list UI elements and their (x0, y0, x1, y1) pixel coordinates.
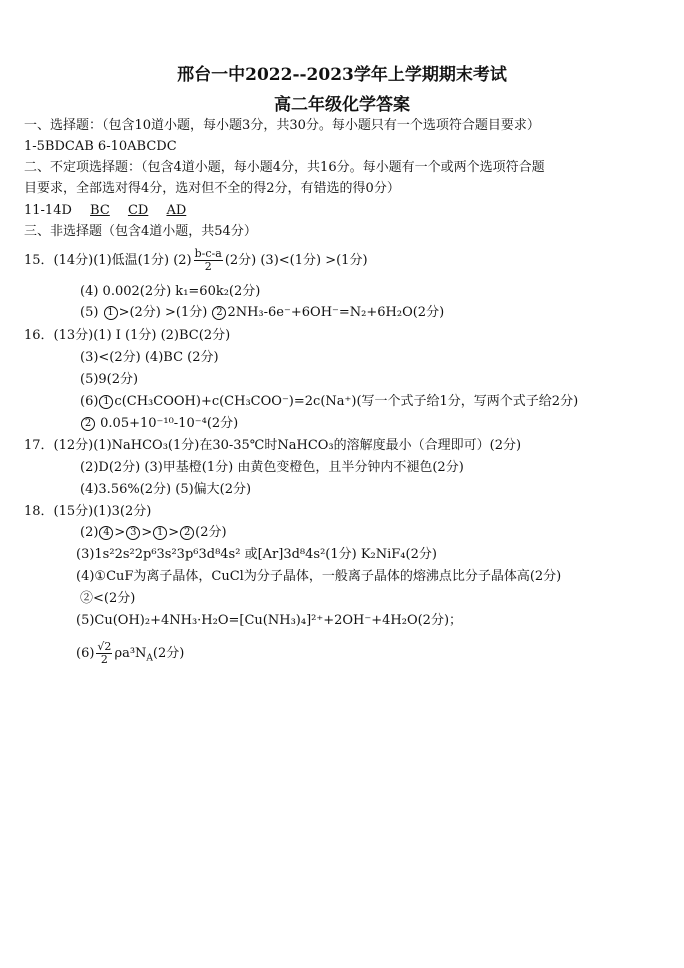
q18-l7-subscript: A (146, 653, 153, 664)
q15-part-1: 15．(14分)(1)低温(1分) (2) (24, 253, 192, 268)
q18-l7-formula: ρa³N (114, 646, 147, 661)
q15-part-2: (2分) (3)<(1分) >(1分) (224, 253, 368, 268)
q15-line-2: (4) 0.002(2分) k₁=60k₂(2分) (80, 284, 261, 299)
q16-l4-text: c(CH₃COOH)+c(CH₃COO⁻)=2c(Na⁺)(写一个式子给1分，写两个式子给2分) (114, 394, 579, 409)
fraction-denominator: 2 (204, 260, 212, 273)
circled-number: 2 (212, 306, 226, 320)
q16-line-4 (80, 394, 578, 410)
document-subtitle: 高二年级化学答案 (274, 95, 410, 115)
answers-prefix: 11-14D (24, 203, 72, 218)
fraction-denominator: 2 (100, 653, 108, 666)
q17-line-3: (4)3.56%(2分) (5)偏大(2分) (80, 482, 252, 497)
circled-number: 1 (104, 306, 118, 320)
q16-l4-label: (6) (80, 394, 99, 409)
q17-line-2: (2)D(2分) (3)甲基橙(1分) 由黄色变橙色，且半分钟内不褪色(2分) (80, 460, 464, 475)
q18-line-5: ②<(2分) (80, 591, 136, 606)
section-1-heading: 一、选择题：（包含10道小题，每小题3分，共30分。每小题只有一个选项符合题目要求） (24, 118, 540, 133)
q15-l3-text: >(2分) >(1分) (118, 305, 208, 320)
q18-l2-score: (2分) (195, 525, 227, 540)
q16-line-2: (3)<(2分) (4)BC (2分) (80, 350, 219, 365)
circled-number: 1 (99, 395, 113, 409)
q18-line-2: (2) 4 > 3 > 1 > 2 (2分) (80, 525, 227, 540)
q15-fraction (194, 248, 223, 273)
q18-line-7 (76, 641, 184, 667)
circled-number: 2 (81, 417, 95, 431)
section-1-answers: 1-5BDCAB 6-10ABCDC (24, 139, 177, 154)
answer-14: AD (166, 203, 187, 218)
q17-line-1: 17．(12分)(1)NaHCO₃(1分)在30-35℃时NaHCO₃的溶解度最小（合理即可）(2分) (24, 438, 522, 453)
fraction-numerator: b-c-a (194, 247, 222, 260)
q18-line-6: (5)Cu(OH)₂+4NH₃·H₂O=[Cu(NH₃)₄]²⁺+2OH⁻+4H₂O(2分)； (76, 613, 463, 628)
document-title: 邢台一中2022--2023学年上学期期末考试 (177, 65, 507, 85)
q16-line-3: (5)9(2分) (80, 372, 139, 387)
fraction-numerator: √2 (97, 640, 112, 653)
circled-number: 3 (126, 526, 140, 540)
section-3-heading: 三、非选择题（包含4道小题，共54分） (24, 224, 257, 239)
q16-line-5 (80, 416, 238, 432)
circled-number: 4 (99, 526, 113, 540)
q15-line-3 (80, 305, 444, 321)
q15-line-1 (24, 248, 368, 273)
q18-line-4: (4)①CuF为离子晶体，CuCl为分子晶体，一般离子晶体的熔沸点比分子晶体高(2分) (76, 569, 562, 584)
section-2-answers (24, 203, 186, 219)
q18-line-1: 18．(15分)(1)3(2分) (24, 504, 152, 519)
circled-number: 2 (180, 526, 194, 540)
q16-line-1: 16．(13分)(1) I (1分) (2)BC(2分) (24, 328, 231, 343)
answer-13: CD (127, 203, 149, 218)
q18-fraction (96, 641, 112, 666)
q18-l2-label: (2) (80, 525, 99, 540)
q16-l5-text: 0.05+10⁻¹⁰-10⁻⁴(2分) (100, 416, 239, 431)
section-2-heading-cont: 目要求，全部选对得4分，选对但不全的得2分，有错选的得0分） (24, 181, 400, 196)
answer-12: BC (90, 203, 110, 218)
q15-l3-equation: 2NH₃-6e⁻+6OH⁻=N₂+6H₂O(2分) (227, 305, 445, 320)
q18-line-3: (3)1s²2s²2p⁶3s²3p⁶3d⁸4s² 或[Ar]3d⁸4s²(1分) K₂NiF₄(2分) (76, 547, 437, 562)
q15-l3-label: (5) (80, 305, 99, 320)
q18-l7-score: (2分) (152, 646, 185, 661)
q18-l7-label: (6) (76, 646, 95, 661)
circled-number: 1 (153, 526, 167, 540)
section-2-heading: 二、不定项选择题：（包含4道小题，每小题4分，共16分。每小题有一个或两个选项符合题 (24, 160, 545, 175)
